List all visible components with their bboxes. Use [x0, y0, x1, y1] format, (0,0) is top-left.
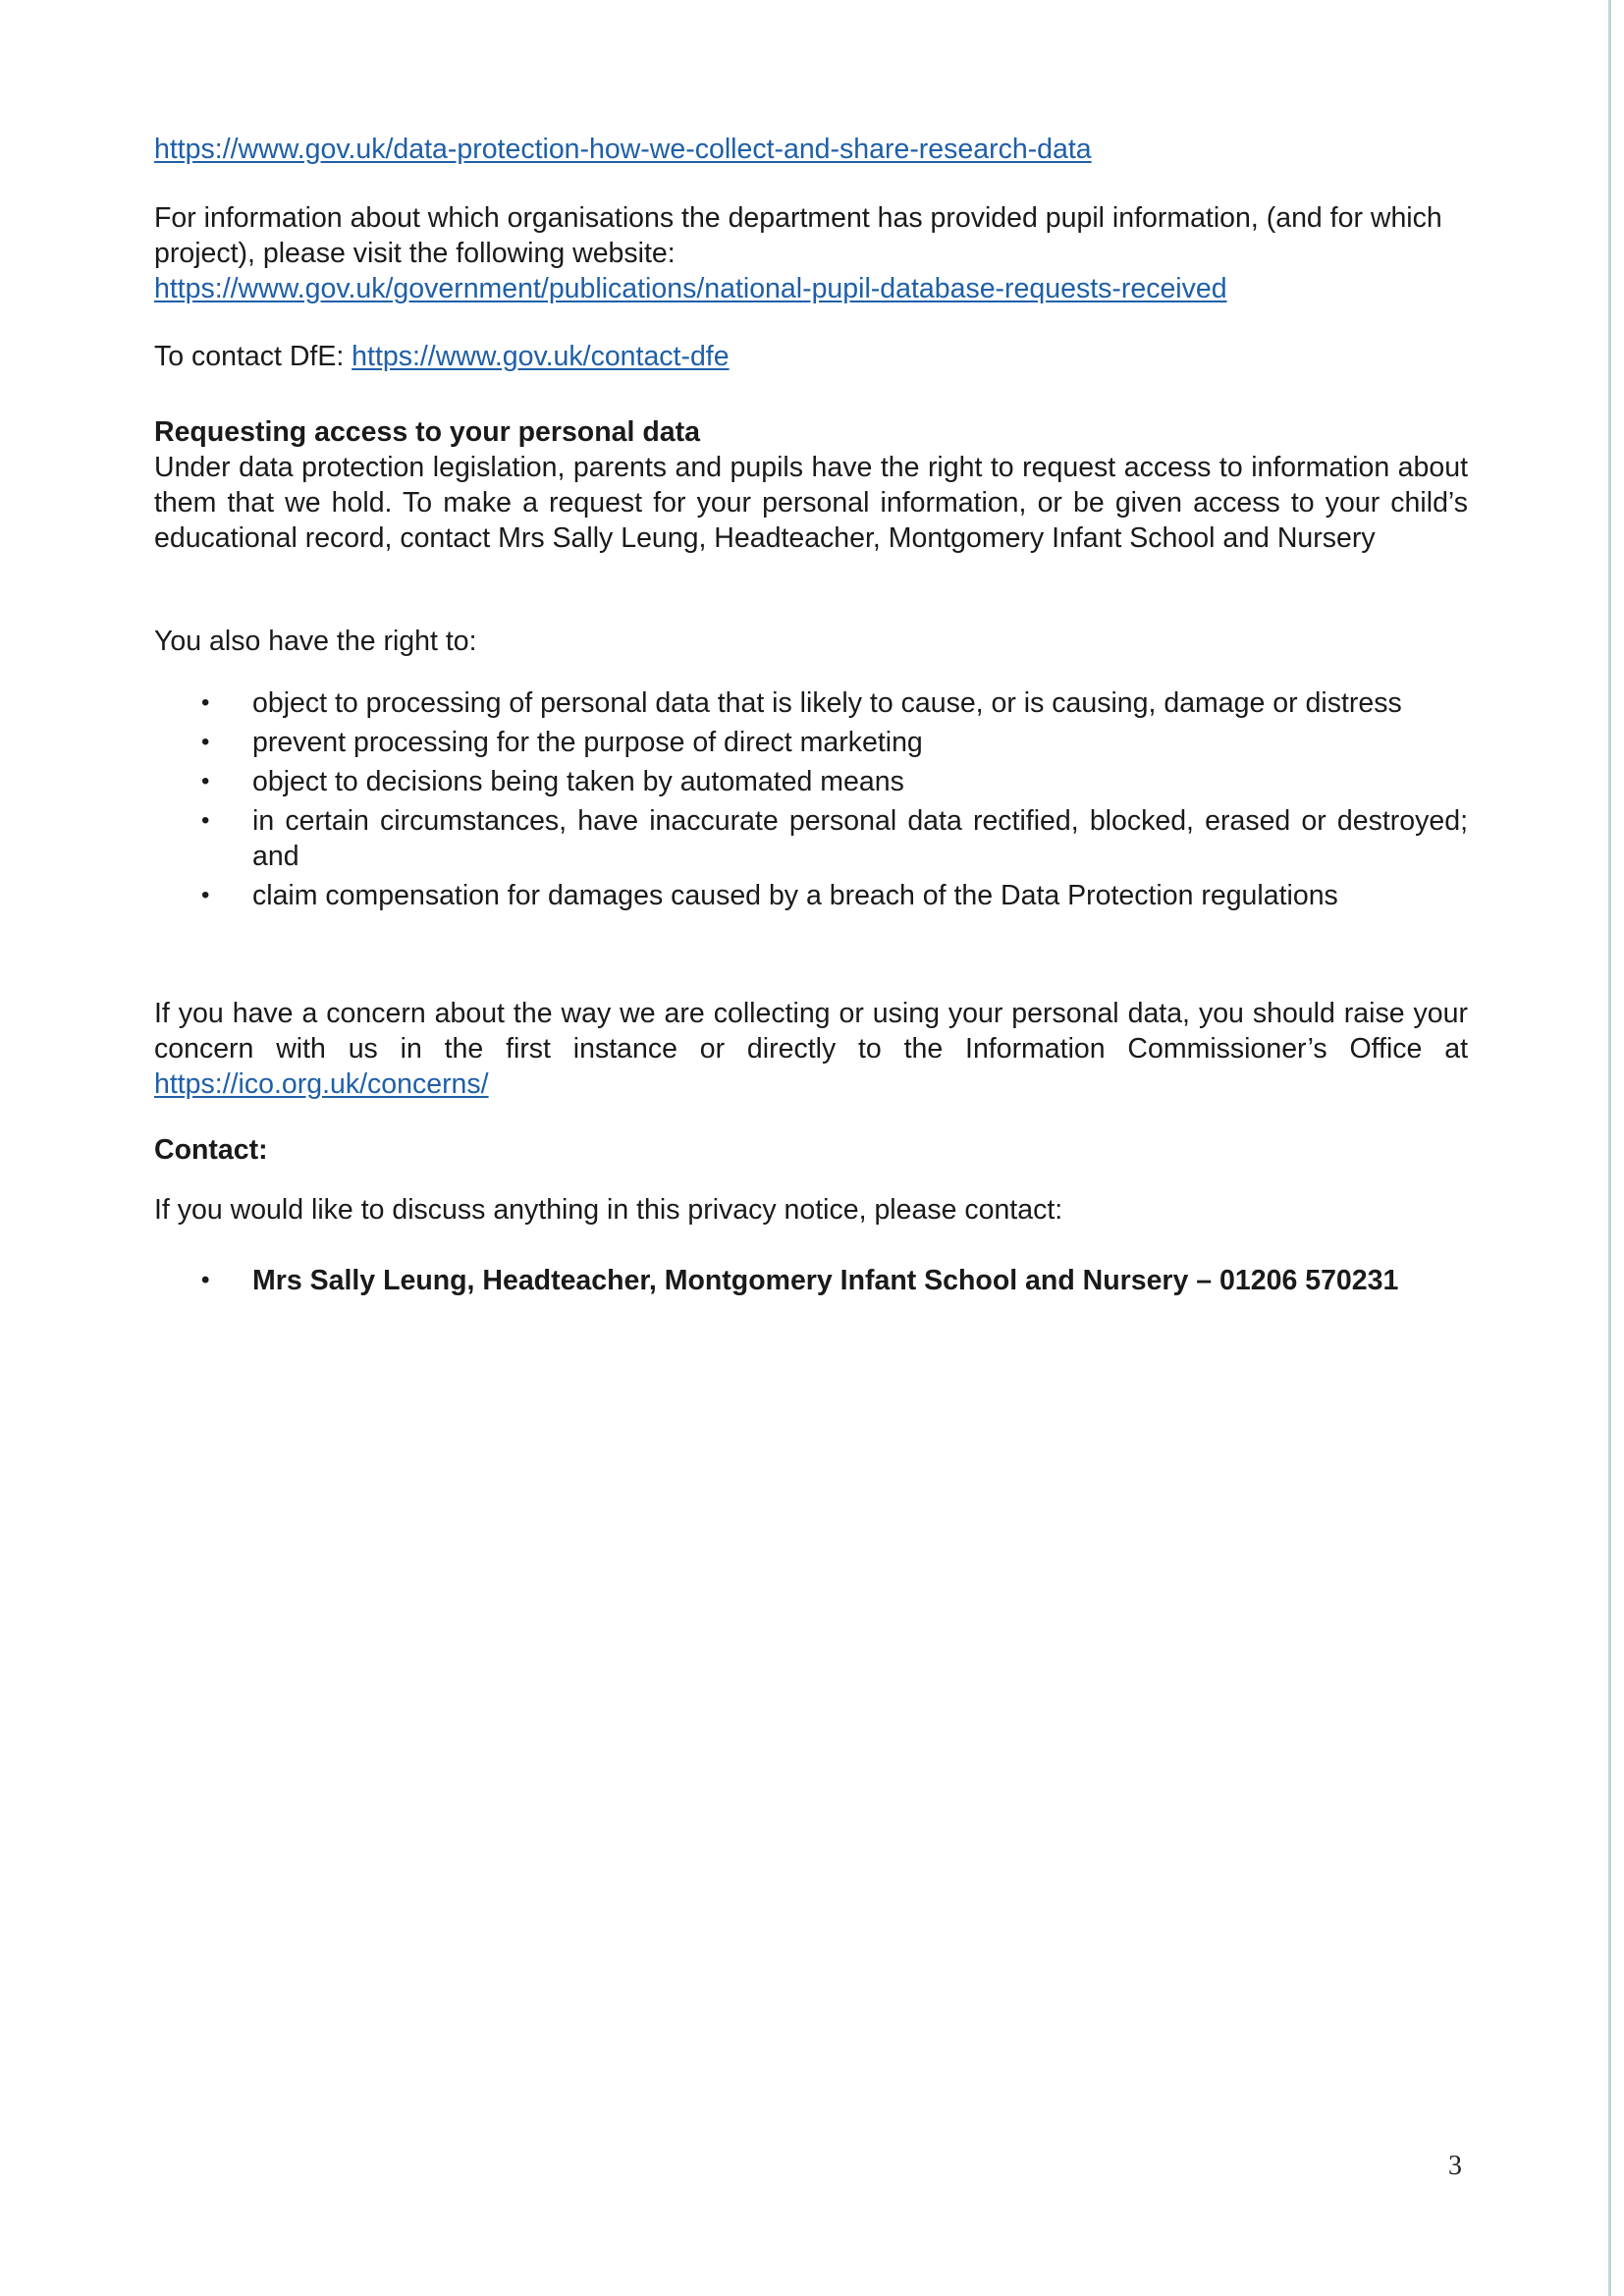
bullet-icon: • — [201, 1267, 210, 1293]
contact-list-item: • Mrs Sally Leung, Headteacher, Montgomery Infant School and Nursery – 01206 570231 — [201, 1265, 1399, 1296]
access-paragraph: Under data protection legislation, parents and pupils have the right to request access to information about them that we hold. To make a request for your personal information, or be given access to your child’s educational record, contact Mrs Sally Leung, Headteacher, Montgomery Infant School and Nursery — [154, 452, 1468, 554]
rights-list-item: • prevent processing for the purpose of direct marketing — [201, 727, 923, 758]
bullet-icon: • — [201, 689, 210, 716]
npd-paragraph: For information about which organisations the department has provided pupil information, (and for which project), please visit the following website: — [154, 202, 1442, 269]
scan-edge-line — [1608, 0, 1611, 2296]
rights-list-item: • claim compensation for damages caused by a breach of the Data Protection regulations — [201, 880, 1338, 911]
ico-concerns-link[interactable]: https://ico.org.uk/concerns/ — [154, 1068, 489, 1100]
rights-intro: You also have the right to: — [154, 626, 477, 657]
bullet-icon: • — [201, 807, 210, 834]
rights-intro-block — [154, 624, 1468, 659]
contact-dfe-label: To contact DfE: — [154, 341, 352, 372]
contact-intro-block — [154, 1192, 1468, 1228]
rights-list-item: • in certain circumstances, have inaccurate personal data rectified, blocked, erased or destroyed; and — [201, 805, 1468, 872]
rights-list — [154, 685, 1468, 913]
rights-list-item: • object to processing of personal data that is likely to cause, or is causing, damage or distress — [201, 687, 1402, 719]
contact-list-block — [154, 1263, 1468, 1298]
concern-paragraph: If you have a concern about the way we are collecting or using your personal data, you should raise your concern with us in the first instance or directly to the Information Commissioner’s Office at https://ico.org.uk/concerns/ — [154, 998, 1468, 1100]
access-section — [154, 414, 1468, 556]
contact-section — [154, 1132, 1468, 1168]
contact-dfe-link[interactable]: https://www.gov.uk/contact-dfe — [352, 341, 730, 372]
npd-block — [154, 200, 1468, 306]
page-number: 3 — [1448, 2151, 1462, 2181]
concern-block — [154, 996, 1468, 1102]
contact-list — [154, 1263, 1468, 1298]
rights-list-block — [154, 685, 1468, 913]
rights-list-item: • object to decisions being taken by automated means — [201, 766, 904, 797]
contact-intro: If you would like to discuss anything in this privacy notice, please contact: — [154, 1194, 1063, 1226]
bullet-icon: • — [201, 768, 210, 794]
research-data-link[interactable]: https://www.gov.uk/data-protection-how-we-collect-and-share-research-data — [154, 134, 1092, 165]
access-heading: Requesting access to your personal data — [154, 416, 700, 448]
bullet-icon: • — [201, 729, 210, 755]
contact-heading: Contact: — [154, 1134, 268, 1166]
contact-dfe-block — [154, 339, 1468, 374]
bullet-icon: • — [201, 882, 210, 908]
research-data-link-block — [154, 132, 1468, 167]
npd-requests-link[interactable]: https://www.gov.uk/government/publications/national-pupil-database-requests-received — [154, 273, 1227, 304]
